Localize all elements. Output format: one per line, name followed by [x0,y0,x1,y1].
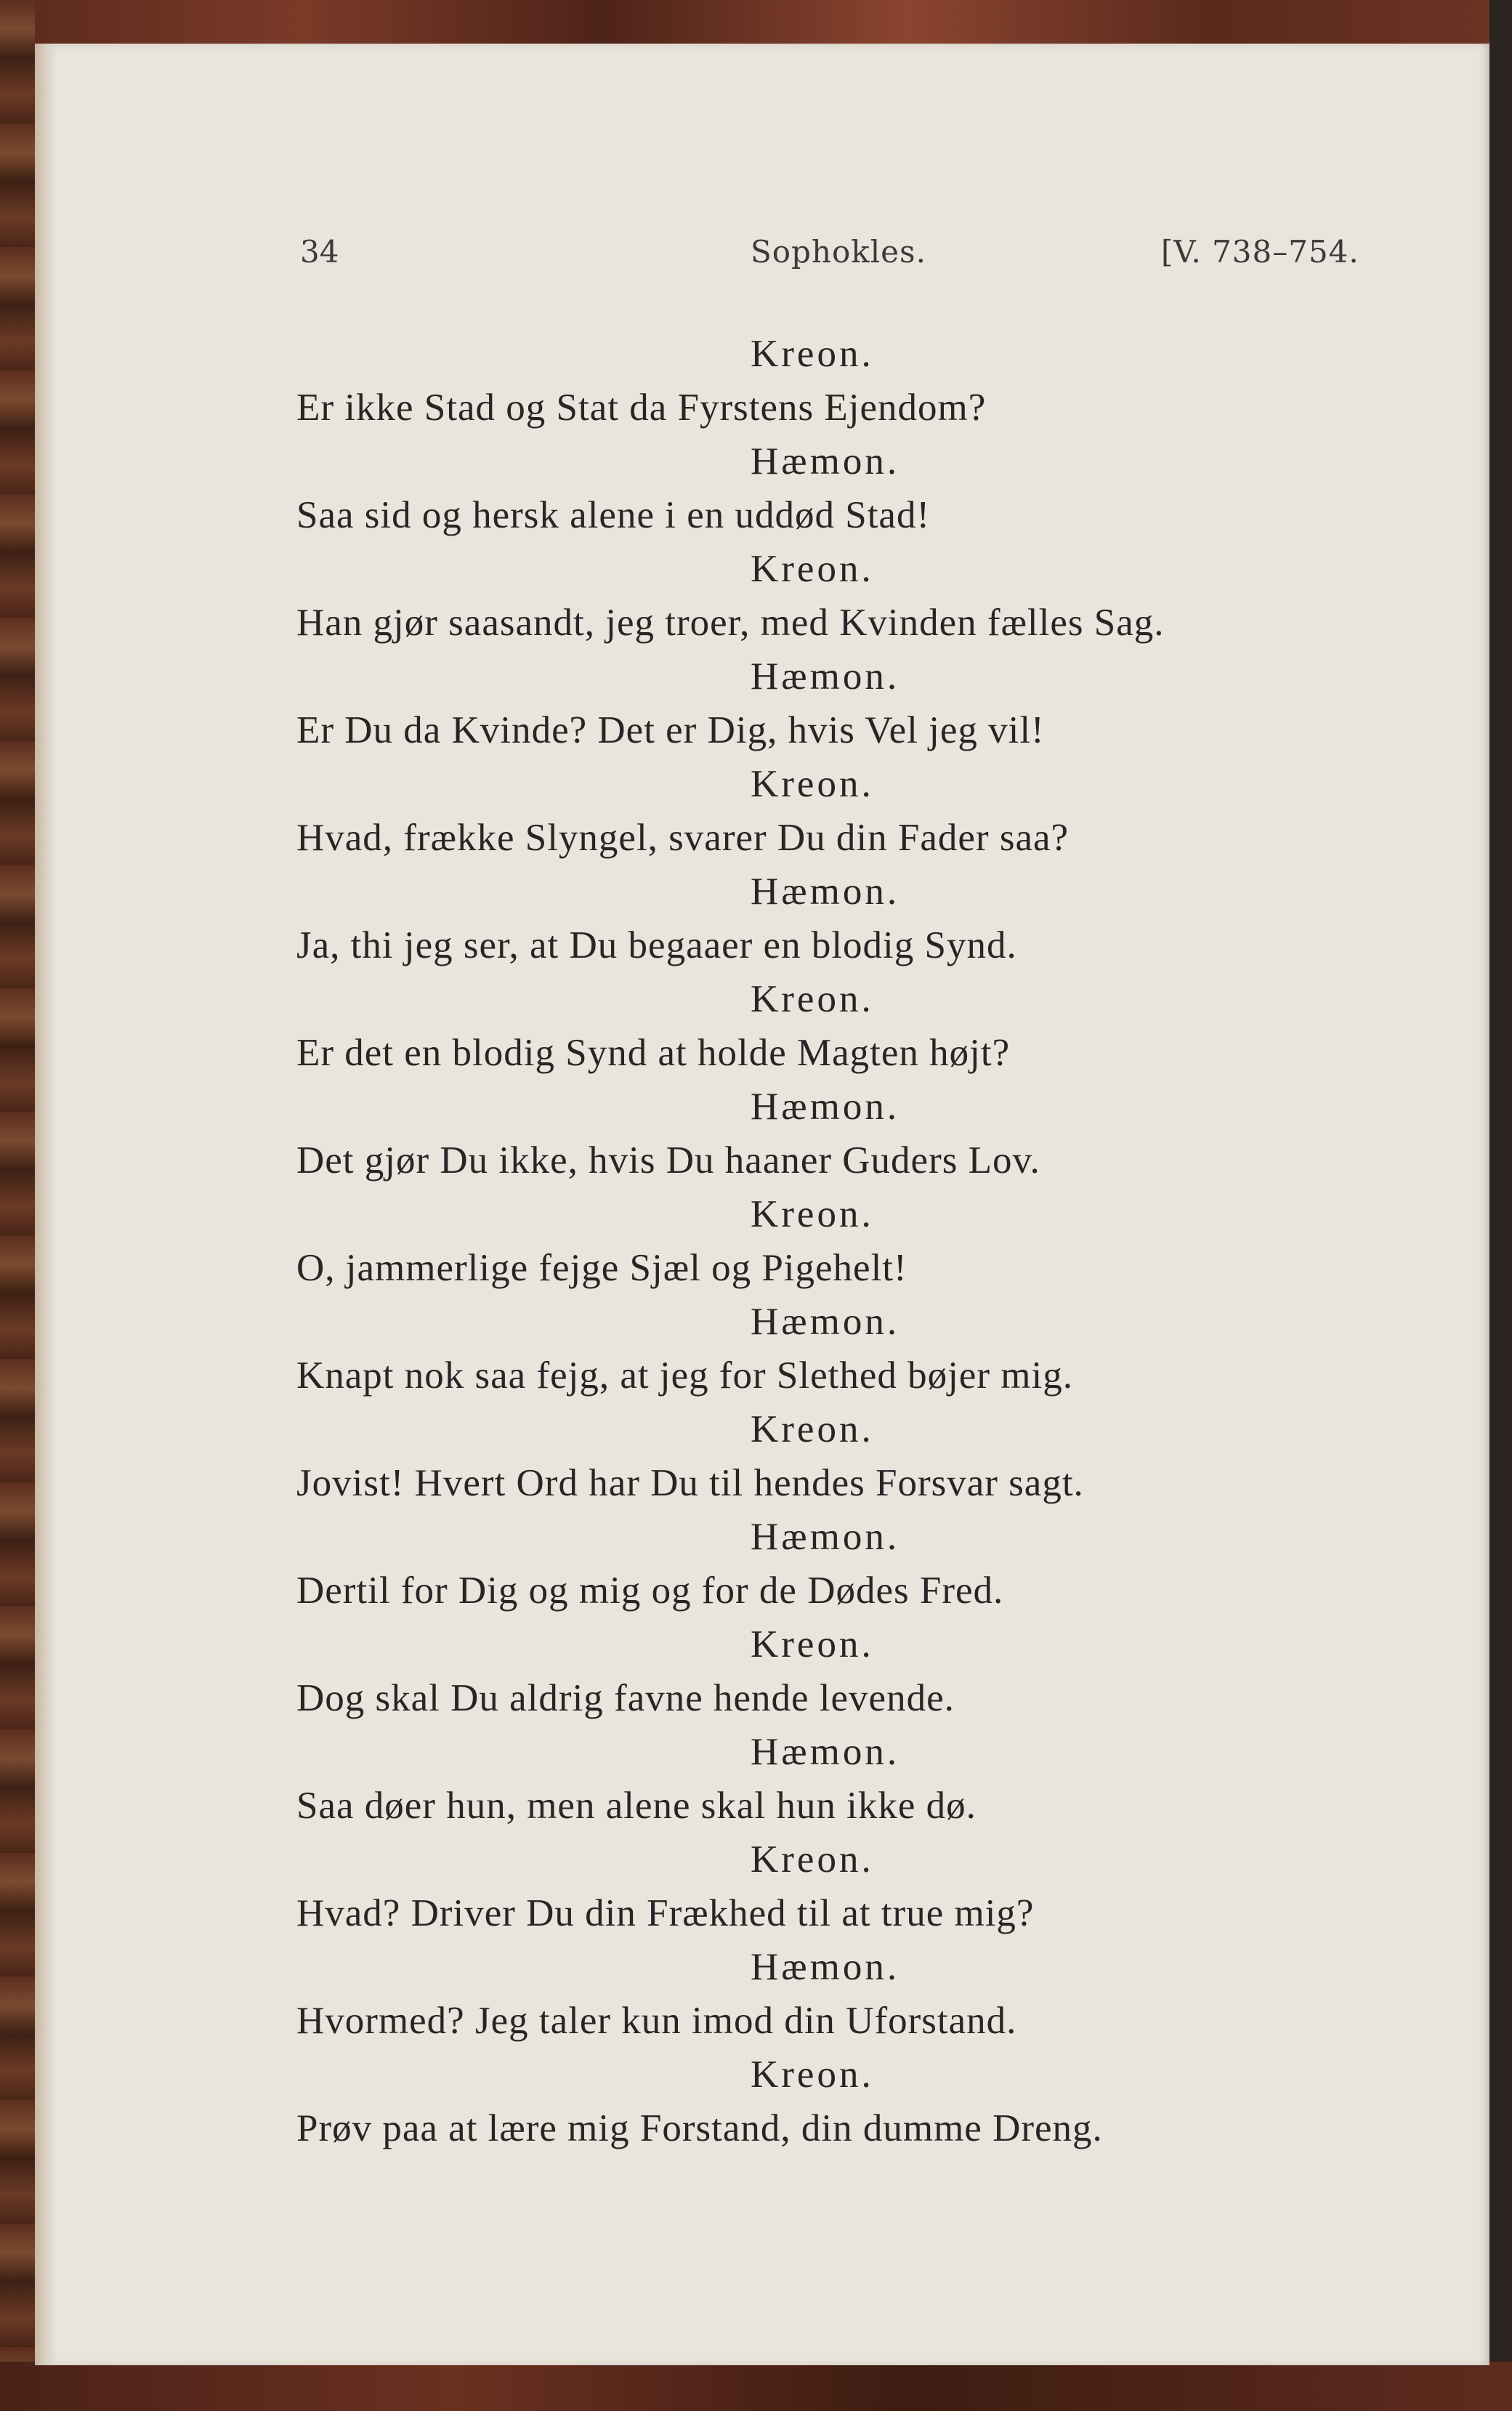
speaker-name: Kreon. [751,763,874,805]
speaker-name: Hæmon. [751,440,900,482]
dialogue-line: Dertil for Dig og mig og for de Dødes Fred. [296,1570,1004,1612]
book-page [35,44,1489,2365]
book-cover-left-edge [0,0,35,2411]
speaker-name: Kreon. [751,1193,874,1235]
speaker-name: Kreon. [751,2053,874,2096]
speaker-name: Kreon. [751,1838,874,1881]
speaker-name: Hæmon. [751,871,900,913]
dialogue-line: Knapt nok saa fejg, at jeg for Slethed bøjer mig. [296,1354,1073,1397]
speaker-name: Hæmon. [751,1946,900,1988]
dialogue-line: Dog skal Du aldrig favne hende levende. [296,1677,955,1719]
dialogue-line: Ja, thi jeg ser, at Du begaaer en blodig Synd. [296,924,1017,966]
dialogue-line: O, jammerlige fejge Sjæl og Pigehelt! [296,1247,907,1289]
dialogue-line: Er ikke Stad og Stat da Fyrstens Ejendom? [296,387,987,429]
dialogue-line: Hvad, frække Slyngel, svarer Du din Fader saa? [296,817,1070,859]
dialogue-line: Hvormed? Jeg taler kun imod din Uforstand. [296,2000,1017,2042]
dialogue-line: Han gjør saasandt, jeg troer, med Kvinden fælles Sag. [296,602,1165,644]
speaker-name: Hæmon. [751,1301,900,1343]
speaker-name: Hæmon. [751,1086,900,1128]
running-title: Sophokles. [751,234,926,270]
book-cover-bottom-edge [0,2362,1512,2411]
speaker-name: Kreon. [751,978,874,1020]
speaker-name: Kreon. [751,333,874,375]
dialogue-line: Saa døer hun, men alene skal hun ikke dø. [296,1785,977,1827]
page-number: 34 [300,234,339,270]
page-header [35,234,1489,278]
verse-range: [V. 738–754. [1161,234,1359,270]
speaker-name: Hæmon. [751,655,900,698]
speaker-name: Kreon. [751,1623,874,1665]
dialogue-line: Jovist! Hvert Ord har Du til hendes Forsvar sagt. [296,1462,1084,1504]
dialogue-line: Saa sid og hersk alene i en uddød Stad! [296,494,931,536]
dialogue-line: Er det en blodig Synd at holde Magten højt? [296,1032,1011,1074]
speaker-name: Kreon. [751,548,874,590]
book-cover-right-edge [1489,0,1512,2411]
speaker-name: Hæmon. [751,1731,900,1773]
dialogue-line: Er Du da Kvinde? Det er Dig, hvis Vel jeg vil! [296,709,1045,751]
speaker-name: Kreon. [751,1408,874,1450]
dialogue-line: Hvad? Driver Du din Frækhed til at true mig? [296,1892,1035,1934]
dialogue-line: Det gjør Du ikke, hvis Du haaner Guders Lov. [296,1139,1040,1182]
dialogue-text [35,327,1489,2155]
dialogue-line: Prøv paa at lære mig Forstand, din dumme Dreng. [296,2107,1103,2149]
speaker-name: Hæmon. [751,1516,900,1558]
